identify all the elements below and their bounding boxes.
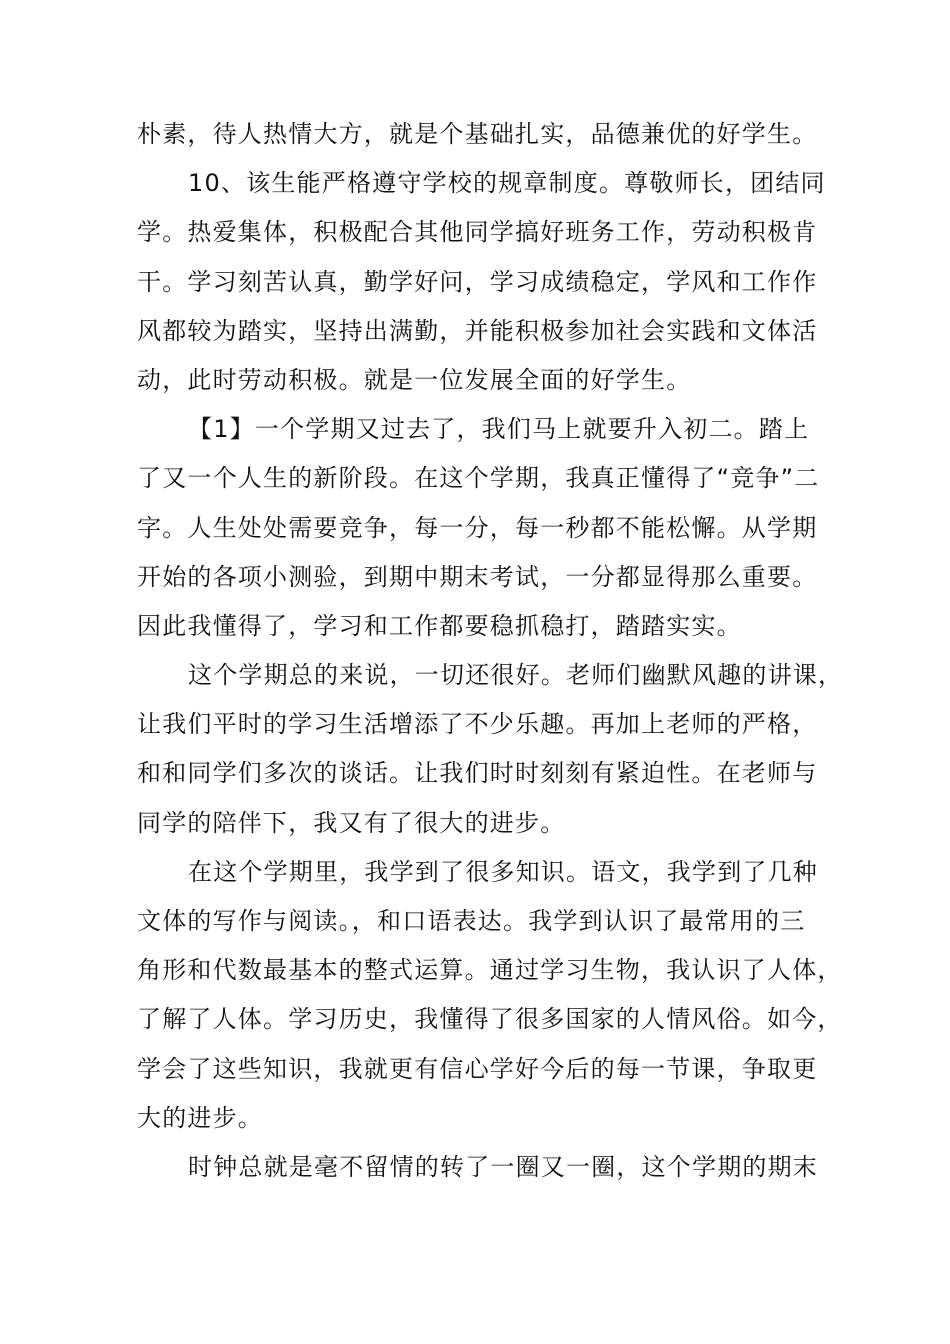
text-line: 学。热爱集体，积极配合其他同学搞好班务工作，劳动积极肯 xyxy=(137,218,818,247)
paragraph-1 xyxy=(137,110,837,159)
text-line: 学会了这些知识，我就更有信心学好今后的每一节课，争取更 xyxy=(137,1054,818,1083)
text-line: 因此我懂得了，学习和工作都要稳抓稳打，踏踏实实。 xyxy=(137,611,742,640)
text-line: 动，此时劳动积极。就是一位发展全面的好学生。 xyxy=(137,365,692,394)
paragraph-2 xyxy=(137,159,837,405)
text-line: 朴素，待人热情大方，就是个基础扎实，品德兼优的好学生。 xyxy=(137,120,818,148)
text-line: 大的进步。 xyxy=(137,1103,263,1132)
text-line: 时钟总就是毫不留情的转了一圈又一圈，这个学期的期末 xyxy=(188,1152,818,1181)
text-line: 文体的写作与阅读。，和口语表达。我学到认识了最常用的三 xyxy=(137,907,806,935)
text-line: 【1】一个学期又过去了，我们马上就要升入初二。踏上 xyxy=(188,415,810,444)
text-line: 和和同学们多次的谈话。让我们时时刻刻有紧迫性。在老师与 xyxy=(137,759,818,788)
paragraph-4 xyxy=(137,651,844,848)
text-line: 风都较为踏实，坚持出满勤，并能积极参加社会实践和文体活 xyxy=(137,316,818,345)
text-line: 了又一个人生的新阶段。在这个学期，我真正懂得了“竞争”二 xyxy=(137,464,820,493)
text-line: 角形和代数最基本的整式运算。通过学习生物，我认识了人体， xyxy=(137,956,843,985)
document-body xyxy=(137,110,844,1192)
text-line: 干。学习刻苦认真，勤学好问，学习成绩稳定，学风和工作作 xyxy=(137,267,818,296)
text-line: 了解了人体。学习历史，我懂得了很多国家的人情风俗。如今， xyxy=(137,1005,843,1034)
text-line: 10、该生能严格遵守学校的规章制度。尊敬师长，团结同 xyxy=(188,169,826,198)
text-line: 同学的陪伴下，我又有了很大的进步。 xyxy=(137,808,566,837)
text-line: 在这个学期里，我学到了很多知识。语文，我学到了几种 xyxy=(188,857,818,886)
paragraph-3 xyxy=(137,405,837,651)
text-line: 字。人生处处需要竞争，每一分，每一秒都不能松懈。从学期 xyxy=(137,513,818,542)
paragraph-5 xyxy=(137,848,843,1143)
text-line: 这个学期总的来说，一切还很好。老师们幽默风趣的讲课， xyxy=(188,661,844,690)
text-line: 让我们平时的学习生活增添了不少乐趣。再加上老师的严格， xyxy=(137,710,818,739)
paragraph-6 xyxy=(137,1143,837,1192)
text-line: 开始的各项小测验，到期中期末考试，一分都显得那么重要。 xyxy=(137,562,818,591)
